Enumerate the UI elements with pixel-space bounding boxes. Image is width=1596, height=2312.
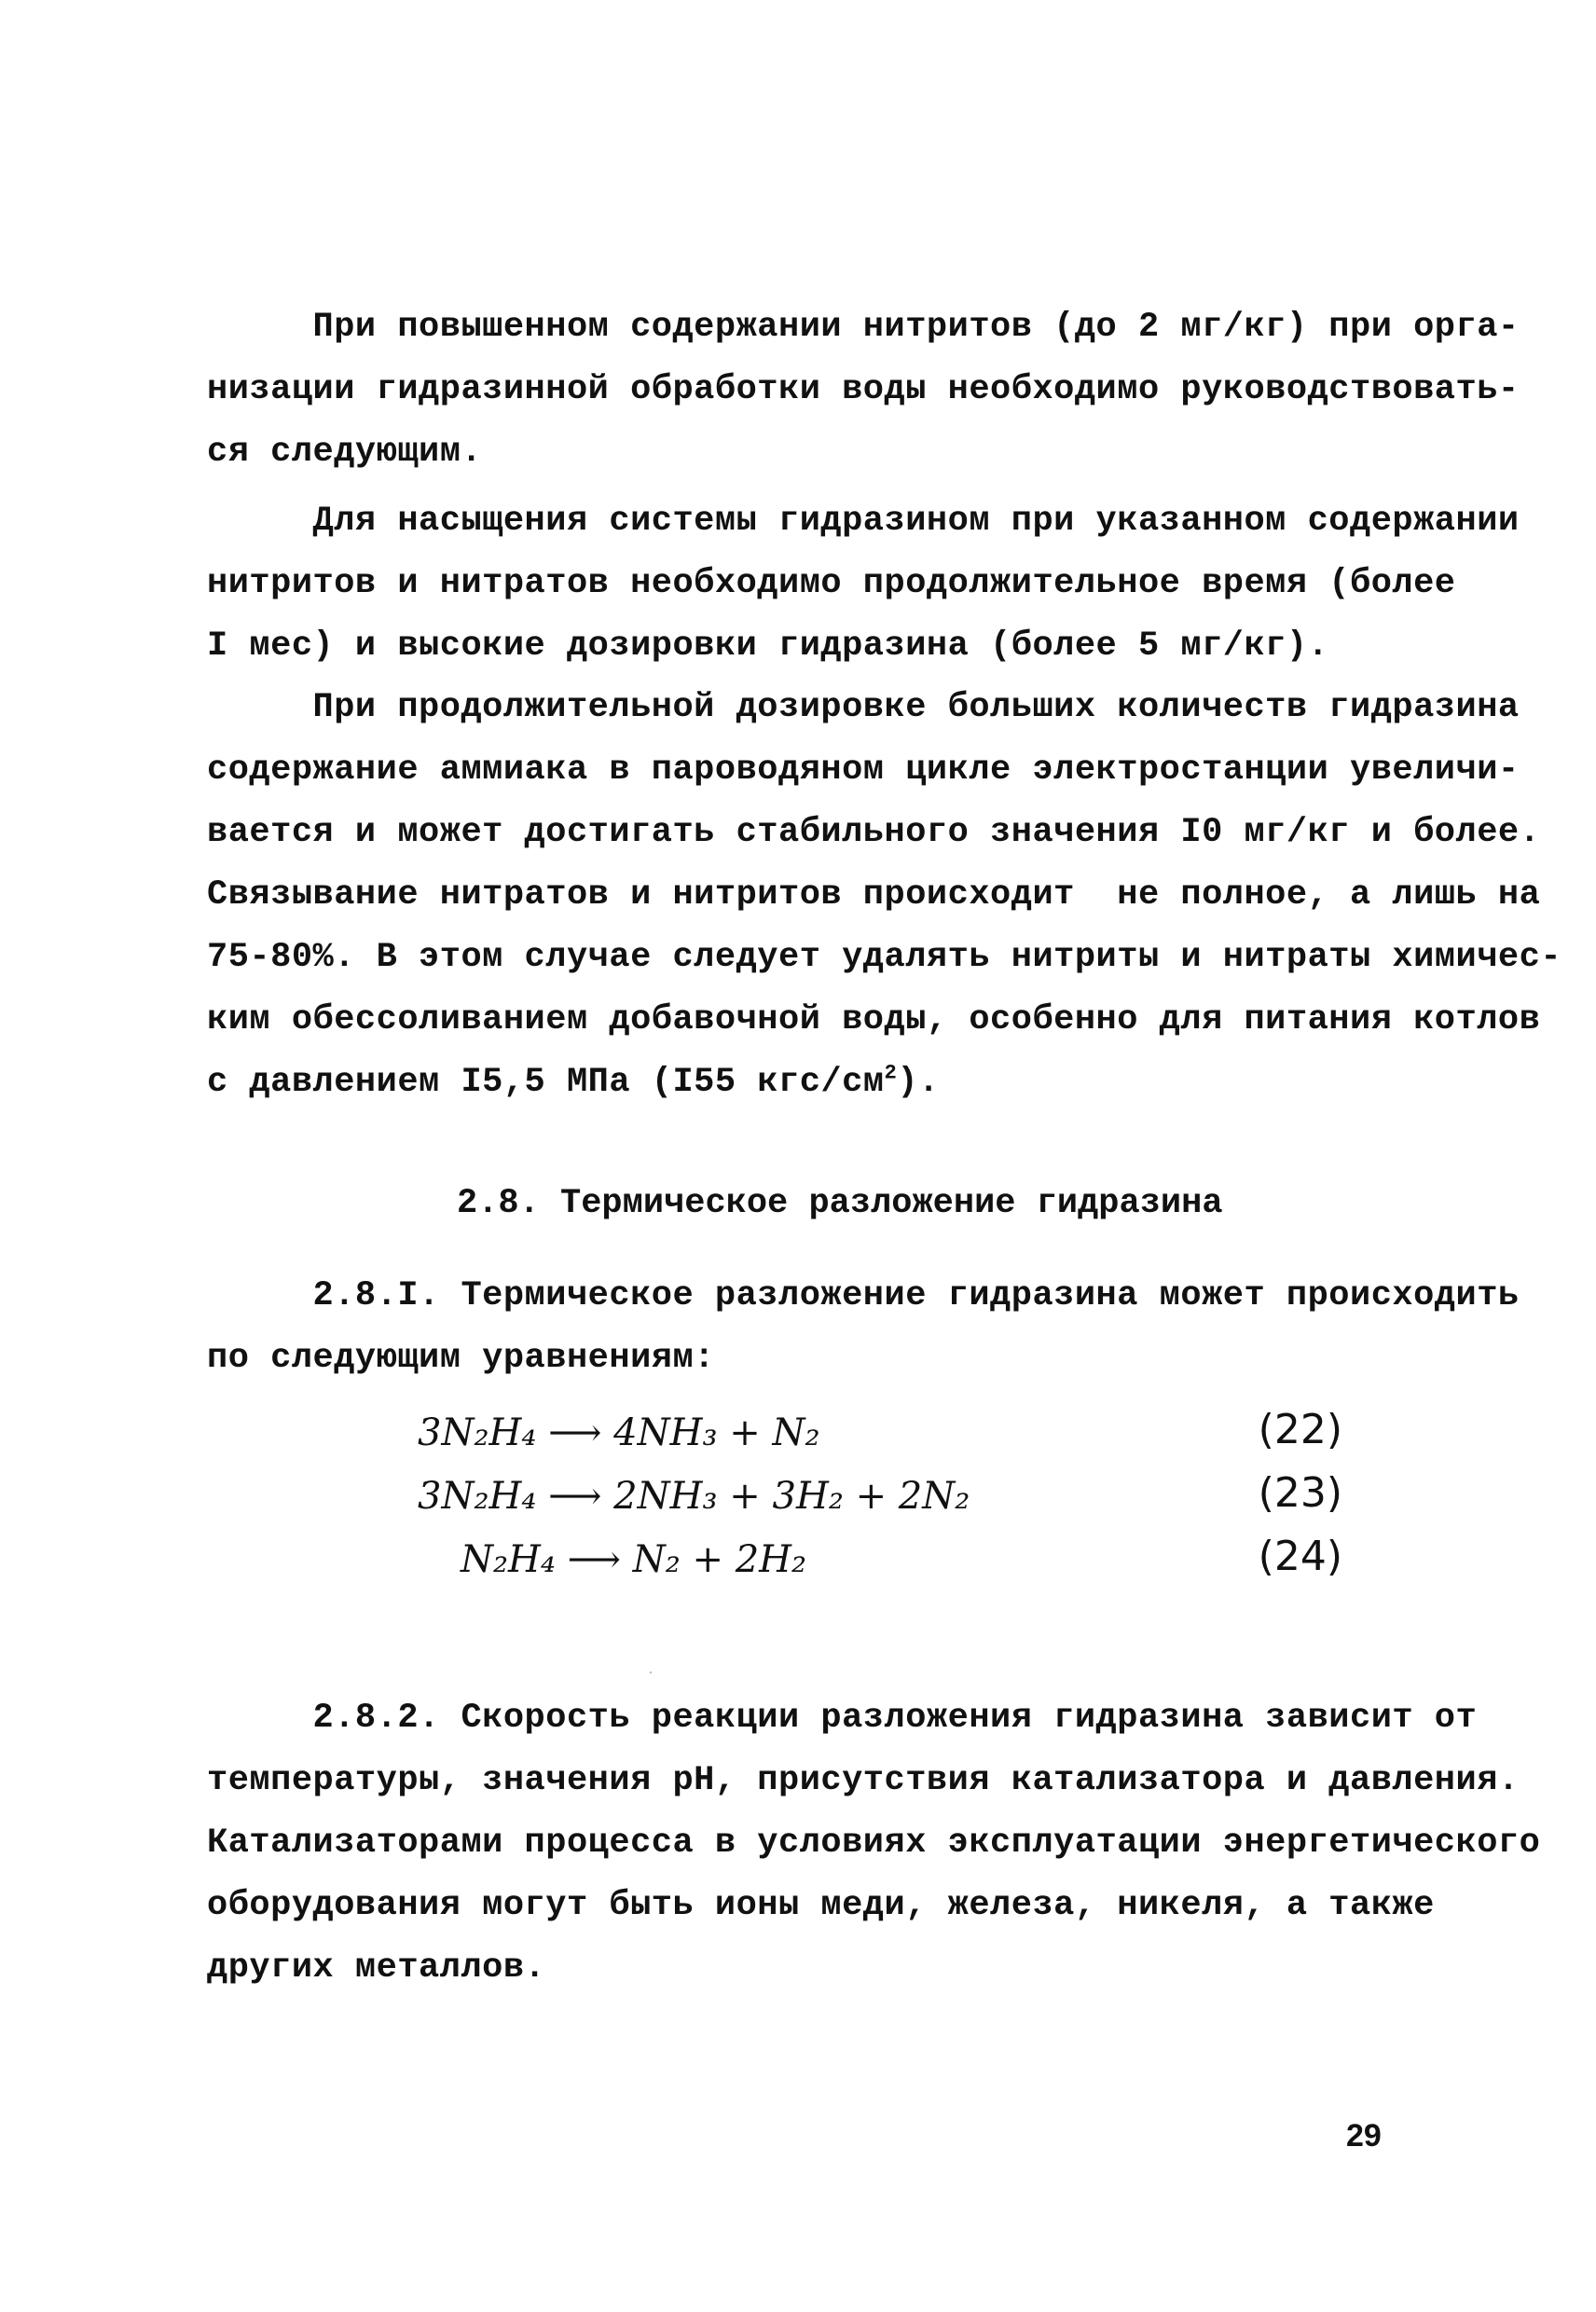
text-segment: с давлением I5,5 МПа (I55 кгс/см xyxy=(207,1063,885,1102)
text-line: температуры, значения pH, присутствия катализатора и давления. xyxy=(207,1761,1520,1800)
text-line: содержание аммиака в пароводяном цикле электростанции увеличи- xyxy=(207,750,1520,790)
paragraph-ammonia xyxy=(207,677,1562,1114)
equation-row xyxy=(410,1406,1342,1467)
equation-row xyxy=(410,1469,1342,1531)
paragraph-saturation xyxy=(207,490,1520,678)
text-segment: ). xyxy=(897,1063,940,1102)
text-line: При продолжительной дозировке больших количеств гидразина xyxy=(207,688,1520,727)
equation-block xyxy=(410,1406,1342,1611)
text-line: Для насыщения системы гидразином при указанном содержании xyxy=(207,502,1520,541)
equation-number: (22) xyxy=(1258,1406,1342,1453)
text-line: 2.8.2. Скорость реакции разложения гидразина зависит от xyxy=(207,1699,1478,1738)
text-line: 75-80%. В этом случае следует удалять нитриты и нитраты химичес- xyxy=(207,938,1562,977)
page-number: 29 xyxy=(1346,2118,1382,2154)
paragraph-nitrites-intro xyxy=(207,296,1520,484)
text-line: других металлов. xyxy=(207,1948,546,1988)
superscript: 2 xyxy=(884,1061,898,1085)
text-line: по следующим уравнениям: xyxy=(207,1339,715,1378)
section-heading: 2.8. Термическое разложение гидразина xyxy=(457,1184,1223,1223)
text-line: нитритов и нитратов необходимо продолжительное время (более xyxy=(207,564,1456,603)
paragraph-thermal-decomposition xyxy=(207,1265,1520,1390)
text-line: 2.8.I. Термическое разложение гидразина может происходить xyxy=(207,1276,1520,1315)
equation-formula: 3N₂H₄ ⟶ 4NH₃ + N₂ xyxy=(418,1411,820,1454)
text-line: низации гидразинной обработки воды необходимо руководствовать- xyxy=(207,370,1520,409)
text-line: ким обессоливанием добавочной воды, особенно для питания котлов xyxy=(207,1000,1541,1039)
text-line: ся следующим. xyxy=(207,433,483,472)
equation-number: (23) xyxy=(1258,1469,1342,1517)
equation-row xyxy=(410,1533,1342,1594)
paragraph-reaction-rate xyxy=(207,1687,1541,2000)
equation-formula: 3N₂H₄ ⟶ 2NH₃ + 3H₂ + 2N₂ xyxy=(418,1475,970,1518)
text-line: вается и может достигать стабильного значения I0 мг/кг и более. xyxy=(207,813,1541,852)
text-line: При повышенном содержании нитритов (до 2 мг/кг) при орга- xyxy=(207,308,1520,347)
text-line-with-superscript xyxy=(207,1052,1447,1114)
text-line: оборудования могут быть ионы меди, железа, никеля, а также xyxy=(207,1886,1435,1925)
equation-number: (24) xyxy=(1258,1533,1342,1580)
text-line: Связывание нитратов и нитритов происходит не полное, а лишь на xyxy=(207,875,1541,915)
text-line: I мес) и высокие дозировки гидразина (более 5 мг/кг). xyxy=(207,626,1329,666)
scan-artifact xyxy=(650,1672,652,1673)
text-line: Катализаторами процесса в условиях эксплуатации энергетического xyxy=(207,1823,1541,1863)
equation-formula: N₂H₄ ⟶ N₂ + 2H₂ xyxy=(461,1538,807,1581)
